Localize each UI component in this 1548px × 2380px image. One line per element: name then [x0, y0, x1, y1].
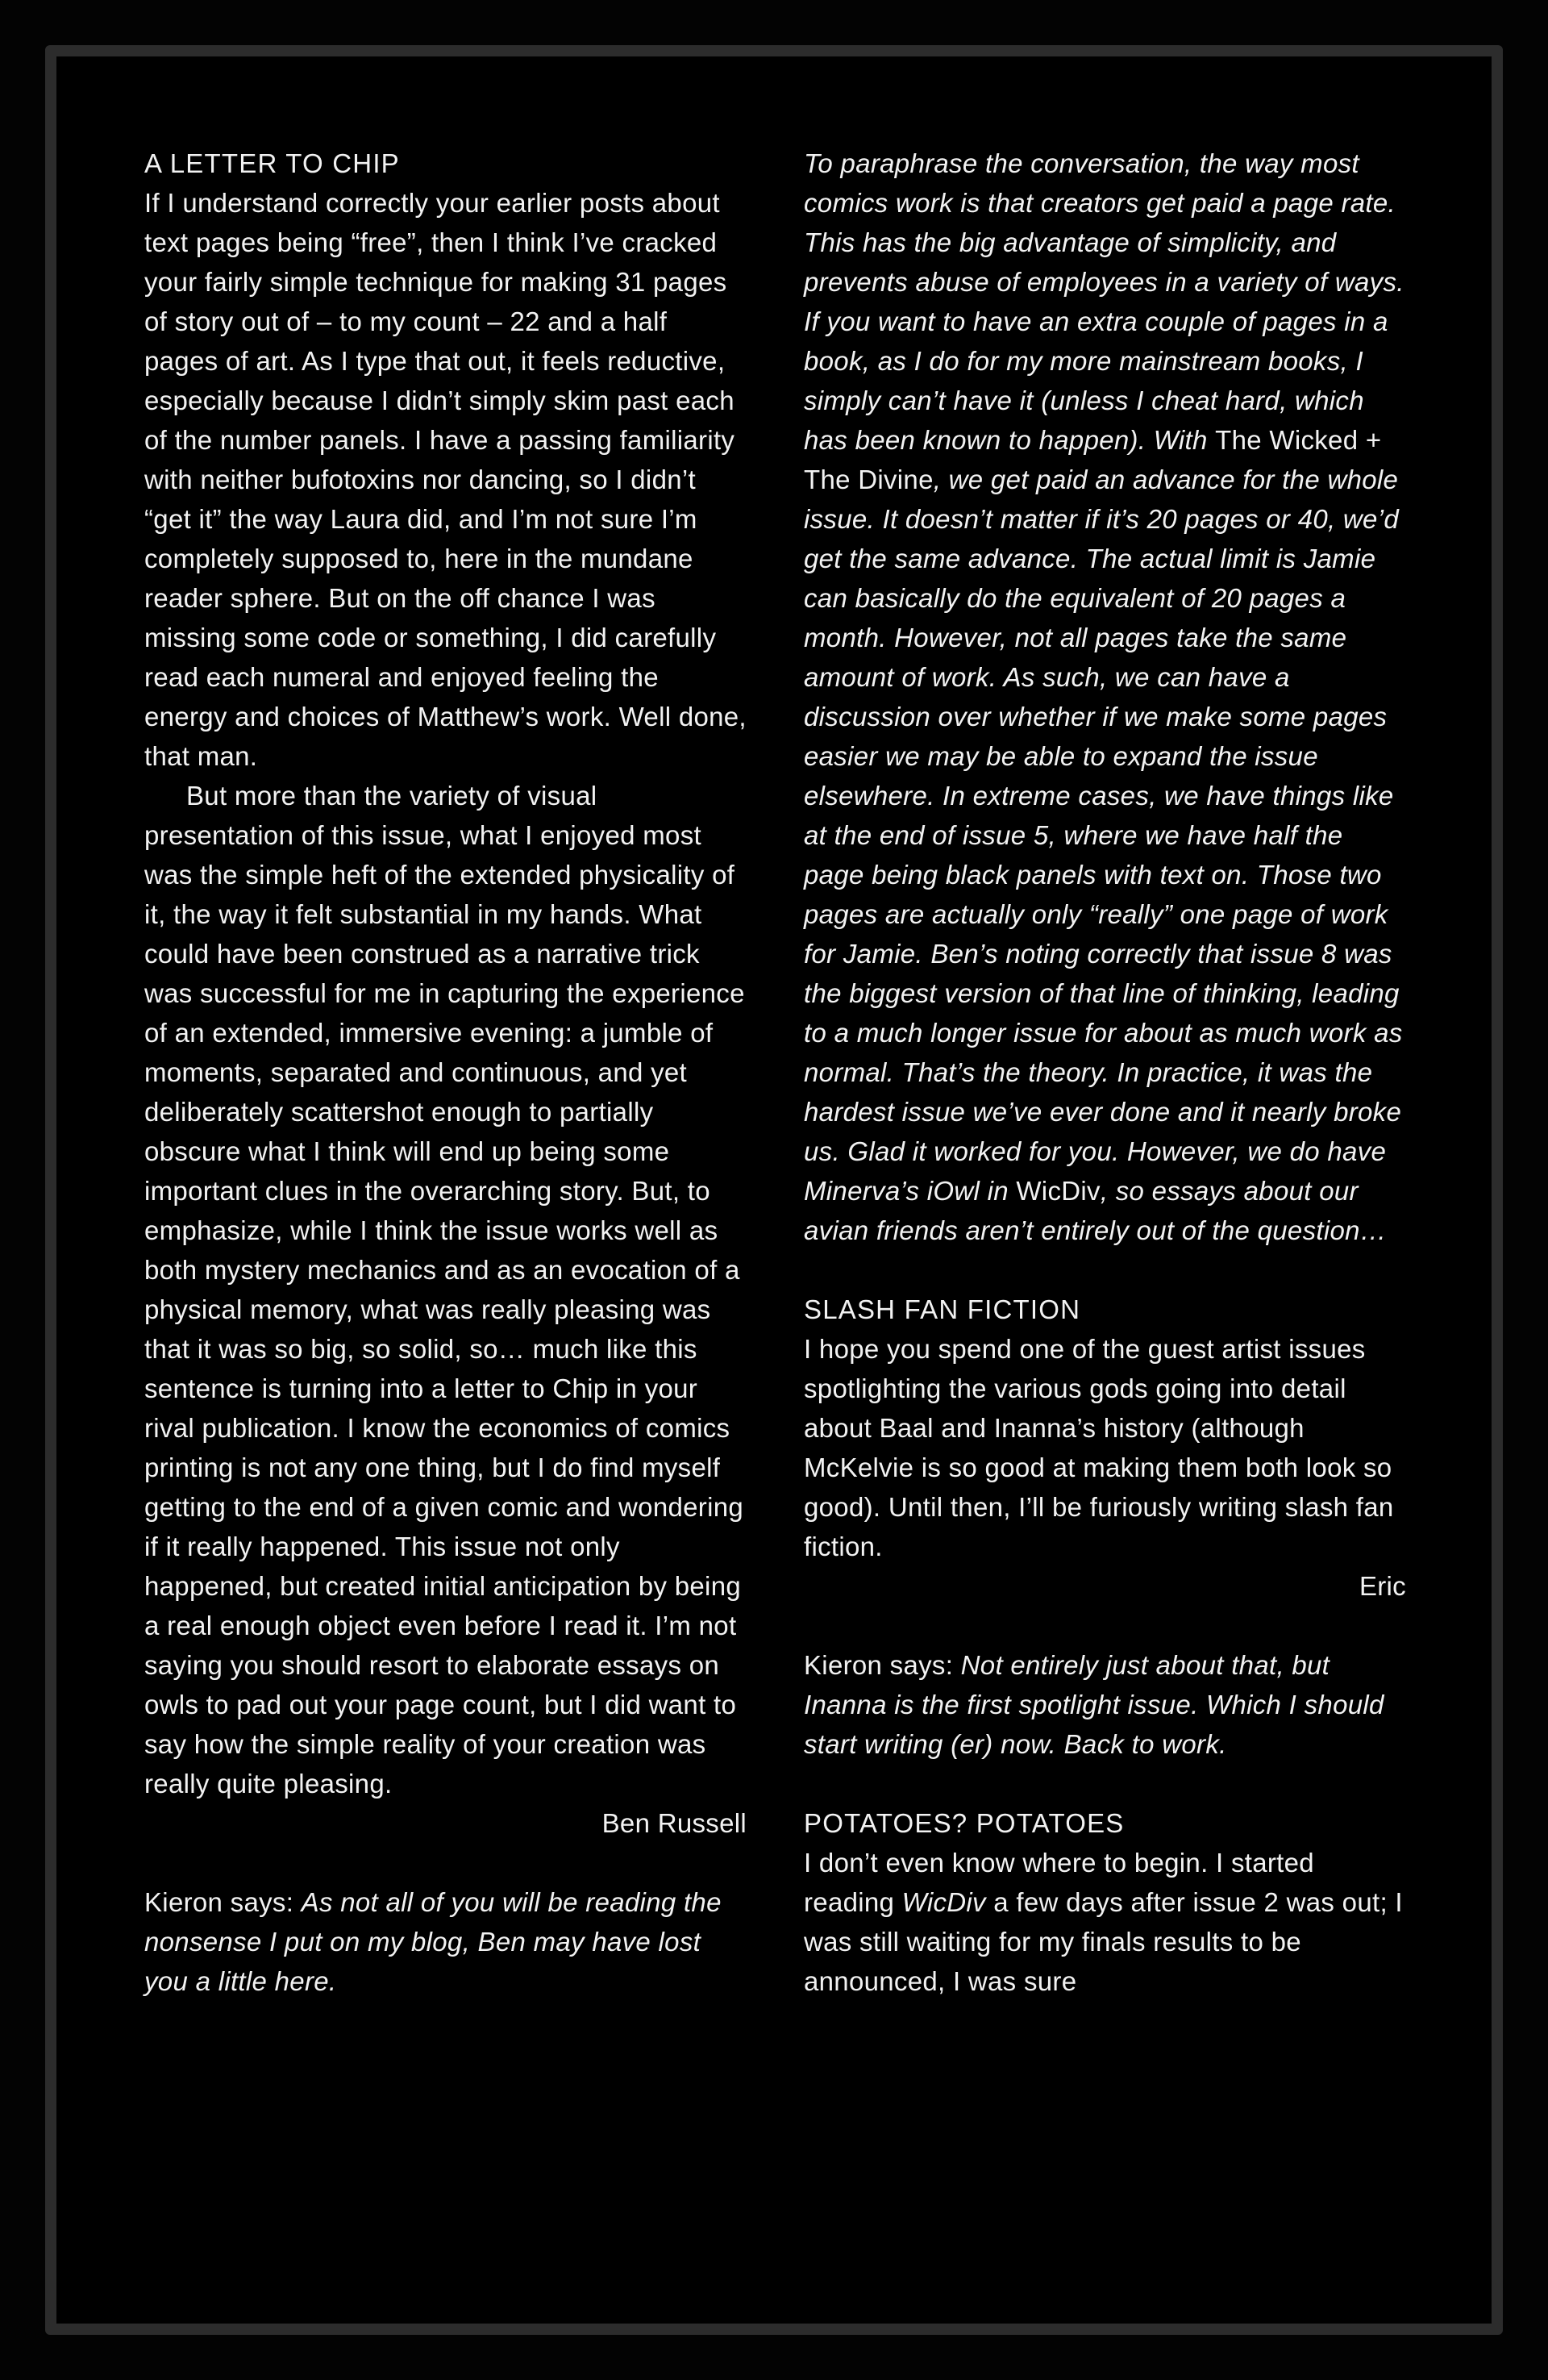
- text-segment: , we get paid an advance for the whole issue. It doesn’t matter if it’s 20 pages or 40, we’d get the same advance. The actual limit is Jamie can basically do the equivalent of 20 pages a month. However, not all pages take the same amount of work. As such, we can have a discussion over whether if we make some pages easier we may be able to expand the issue elsewhere. In extreme cases, we have things like at the end of issue 5, where we have half the page being black panels with text on. Those two pages are actually only “really” one page of work for Jamie. Ben’s noting correctly that issue 8 was the biggest version of that line of thinking, leading to a much longer issue for about as much work as normal. That’s the theory. In practice, it was the hardest issue we’ve ever done and it nearly broke us. Glad it worked for you. However, we do have Minerva’s iOwl in: [804, 465, 1403, 1206]
- text-segment: WicDiv: [1016, 1176, 1101, 1206]
- editor-reply-paragraph: [804, 1645, 1406, 1764]
- text-segment: As not all of you will be reading the nonsense I put on my blog, Ben may have lost you a little here.: [144, 1887, 722, 1996]
- section-heading: SLASH FAN FICTION: [804, 1294, 1081, 1324]
- editor-reply-paragraph: [144, 1882, 747, 2001]
- text-segment: Kieron says:: [144, 1887, 302, 1917]
- left-column: [144, 144, 747, 2001]
- letter-signature: Ben Russell: [601, 1808, 747, 1838]
- text-segment: The Wicked + The Divine: [804, 425, 1382, 494]
- letter-paragraph: [144, 183, 747, 776]
- right-column: [804, 144, 1406, 2001]
- letter-paragraph: [144, 776, 747, 1803]
- letters-content: [144, 144, 1406, 2001]
- section-heading: A LETTER TO CHIP: [144, 148, 400, 178]
- text-segment: WicDiv: [901, 1887, 986, 1917]
- text-segment: But more than the variety of visual presentation of this issue, what I enjoyed most was the simple heft of the extended physicality of it, the way it felt substantial in my hands. What could have been construed as a narrative trick was successful for me in capturing the experience of an extended, immersive evening: a jumble of moments, separated and continuous, and yet deliberately scattershot enough to partially obscure what I think will end up being some important clues in the overarching story. But, to emphasize, while I think the issue works well as both mystery mechanics and as an evocation of a physical memory, what was really pleasing was that it was so big, so solid, so… much like this sentence is turning into a letter to Chip in your rival publication. I know the economics of comics printing is not any one thing, but I do find myself getting to the end of a given comic and wondering if it really happened. This issue not only happened, but created initial anticipation by being a real enough object even before I read it. I’m not saying you should resort to elaborate essays on owls to pad out your page count, but I did want to say how the simple reality of your creation was really quite pleasing.: [144, 781, 745, 1799]
- text-segment: a few days after issue 2 was out; I was still waiting for my finals results to be announced, I was sure: [804, 1887, 1403, 1996]
- text-segment: To paraphrase the conversation, the way most comics work is that creators get paid a page rate. This has the big advantage of simplicity, and prevents abuse of employees in a variety of ways. If you want to have an extra couple of pages in a book, as I do for my more mainstream books, I simply can’t have it (unless I cheat hard, which has been known to happen). With: [804, 148, 1404, 455]
- text-segment: Not entirely just about that, but Inanna is the first spotlight issue. Which I should start writing (er) now. Back to work.: [804, 1650, 1384, 1759]
- letter-paragraph: [804, 1843, 1406, 2001]
- letter-paragraph: [804, 144, 1406, 1250]
- letter-paragraph: [804, 1329, 1406, 1566]
- letter-signature: Eric: [1359, 1571, 1406, 1601]
- text-segment: I hope you spend one of the guest artist issues spotlighting the various gods going into detail about Baal and Inanna’s history (although McKelvie is so good at making them both look so good). Until then, I’ll be furiously writing slash fan fiction.: [804, 1334, 1394, 1561]
- text-segment: If I understand correctly your earlier posts about text pages being “free”, then I think I’ve cracked your fairly simple technique for making 31 pages of story out of – to my count – 22 and a half pages of art. As I type that out, it feels reductive, especially because I didn’t simply skim past each of the number panels. I have a passing familiarity with neither bufotoxins nor dancing, so I didn’t “get it” the way Laura did, and I’m not sure I’m completely supposed to, here in the mundane reader sphere. But on the off chance I was missing some code or something, I did carefully read each numeral and enjoyed feeling the energy and choices of Matthew’s work. Well done, that man.: [144, 188, 747, 771]
- text-segment: , so essays about our avian friends aren’t entirely out of the question…: [804, 1176, 1388, 1245]
- section-heading: POTATOES? POTATOES: [804, 1808, 1125, 1838]
- text-segment: I don’t even know where to begin. I started reading: [804, 1848, 1314, 1917]
- text-segment: Kieron says:: [804, 1650, 961, 1680]
